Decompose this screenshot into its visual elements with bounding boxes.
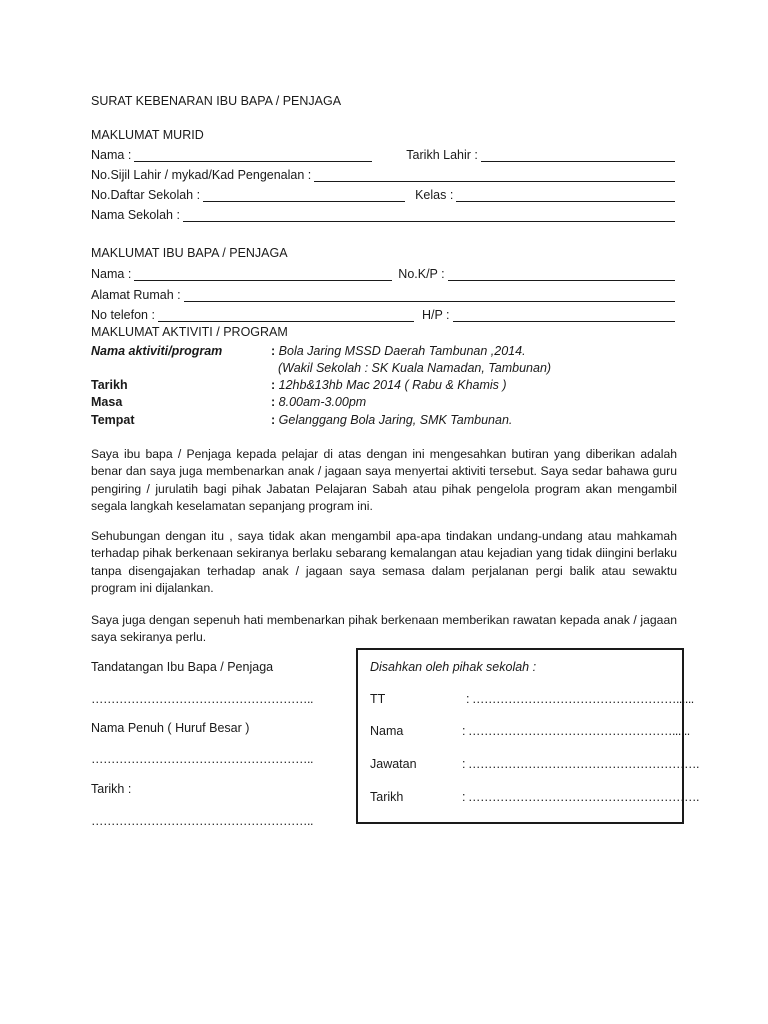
school-tt-label: TT <box>370 692 386 706</box>
consent-paragraph-1: Saya ibu bapa / Penjaga kepada pelajar di atas dengan ini mengesahkan butiran yang diberikan adalah benar dan saya juga membenarkan anak / jagaan saya menyertai aktiviti tersebut. Saya sedar bahawa guru pengiring / jurulatih bagi pihak Jabatan Pelajaran Sabah atau pihak pengelola program akan mengambil segala langkah keselamatan sepanjang program ini. <box>91 447 677 513</box>
address-row <box>91 286 675 302</box>
student-name-field[interactable] <box>134 150 372 162</box>
colon: : <box>271 395 276 409</box>
school-date-label: Tarikh <box>370 790 404 804</box>
activity-date-label: Tarikh <box>91 378 128 392</box>
school-box-title: Disahkan oleh pihak sekolah : <box>370 660 537 674</box>
colon: : <box>271 344 276 358</box>
school-name-field[interactable] <box>183 210 675 222</box>
address-label: Alamat Rumah : <box>91 288 181 302</box>
activity-place-text: Gelanggang Bola Jaring, SMK Tambunan. <box>278 413 513 427</box>
school-position-label: Jawatan <box>370 757 417 771</box>
activity-name-text: Bola Jaring MSSD Daerah Tambunan ,2014. <box>278 344 526 358</box>
phone-field[interactable] <box>158 310 414 322</box>
activity-section-heading: MAKLUMAT AKTIVITI / PROGRAM <box>91 325 288 339</box>
student-section-heading: MAKLUMAT MURID <box>91 128 204 142</box>
parent-name-row <box>91 265 675 281</box>
activity-time-text: 8.00am-3.00pm <box>278 395 367 409</box>
activity-place-value <box>271 413 512 427</box>
activity-time-label: Masa <box>91 395 123 409</box>
consent-paragraph-2: Sehubungan dengan itu , saya tidak akan mengambil apa-apa tindakan undang-undang atau mahkamah terhadap pihak berkenaan sekiranya berlaku sebarang kemalangan atau kejadian yang tidak diingini berlaku tanpa disengajakan terhadap anak / jagaan saya semasa dalam perjalanan pergi balik atau sewaktu program ini dijalankan. <box>91 529 677 595</box>
student-id-label: No.Sijil Lahir / mykad/Kad Pengenalan : <box>91 168 312 182</box>
school-name-row <box>91 206 675 222</box>
activity-name-row <box>91 344 651 378</box>
address-field[interactable] <box>184 290 675 302</box>
activity-name-label: Nama aktiviti/program <box>91 344 223 358</box>
registration-row <box>91 186 675 202</box>
fullname-label: Nama Penuh ( Huruf Besar ) <box>91 721 250 735</box>
school-name-label: Nama Sekolah : <box>91 208 180 222</box>
registration-label: No.Daftar Sekolah : <box>91 188 201 202</box>
colon: : <box>271 413 276 427</box>
parent-section-heading: MAKLUMAT IBU BAPA / PENJAGA <box>91 246 288 260</box>
activity-place-label: Tempat <box>91 413 135 427</box>
activity-date-text: 12hb&13hb Mac 2014 ( Rabu & Khamis ) <box>278 378 507 392</box>
parent-signature-field[interactable]: ……………………………………………….. <box>91 692 313 706</box>
phone-row <box>91 306 675 322</box>
hp-field[interactable] <box>453 310 676 322</box>
ic-label: No.K/P : <box>398 267 445 281</box>
phone-label: No telefon : <box>91 308 155 322</box>
student-name-label: Nama : <box>91 148 132 162</box>
school-position-field[interactable]: : …………………………………………………. <box>462 757 699 771</box>
school-tt-field[interactable]: : ……………………………………………...... <box>466 692 694 706</box>
activity-place-row <box>91 413 651 429</box>
school-verify-name-label: Nama <box>370 724 404 738</box>
parent-signature-label: Tandatangan Ibu Bapa / Penjaga <box>91 660 274 674</box>
student-id-row <box>91 166 675 182</box>
hp-label: H/P : <box>421 308 450 322</box>
fullname-field[interactable]: ……………………………………………….. <box>91 752 313 766</box>
activity-date-row <box>91 378 651 394</box>
parent-name-label: Nama : <box>91 267 132 281</box>
class-field[interactable] <box>456 190 675 202</box>
activity-name-value <box>271 344 526 358</box>
colon: : <box>271 378 276 392</box>
student-id-field[interactable] <box>314 170 675 182</box>
school-date-field[interactable]: : …………………………………………………. <box>462 790 699 804</box>
dob-label: Tarikh Lahir : <box>406 148 478 162</box>
signature-date-field[interactable]: ……………………………………………….. <box>91 814 313 828</box>
school-verification-box <box>356 648 699 824</box>
consent-paragraph-3: Saya juga dengan sepenuh hati membenarkan pihak berkenaan memberikan rawatan kepada anak / jagaan saya sekiranya perlu. <box>91 613 677 645</box>
school-verify-name-field[interactable]: : ……………………………………………...... <box>462 724 690 738</box>
form-title: SURAT KEBENARAN IBU BAPA / PENJAGA <box>91 94 342 108</box>
parent-name-field[interactable] <box>134 269 392 281</box>
class-label: Kelas : <box>415 188 454 202</box>
activity-time-row <box>91 395 651 411</box>
ic-field[interactable] <box>448 269 675 281</box>
dob-field[interactable] <box>481 150 675 162</box>
activity-representative: (Wakil Sekolah : SK Kuala Namadan, Tambunan) <box>278 361 552 375</box>
activity-date-value <box>271 378 507 392</box>
student-name-row <box>91 146 675 162</box>
activity-time-value <box>271 395 366 409</box>
signature-date-label: Tarikh : <box>91 782 132 796</box>
registration-field[interactable] <box>203 190 405 202</box>
